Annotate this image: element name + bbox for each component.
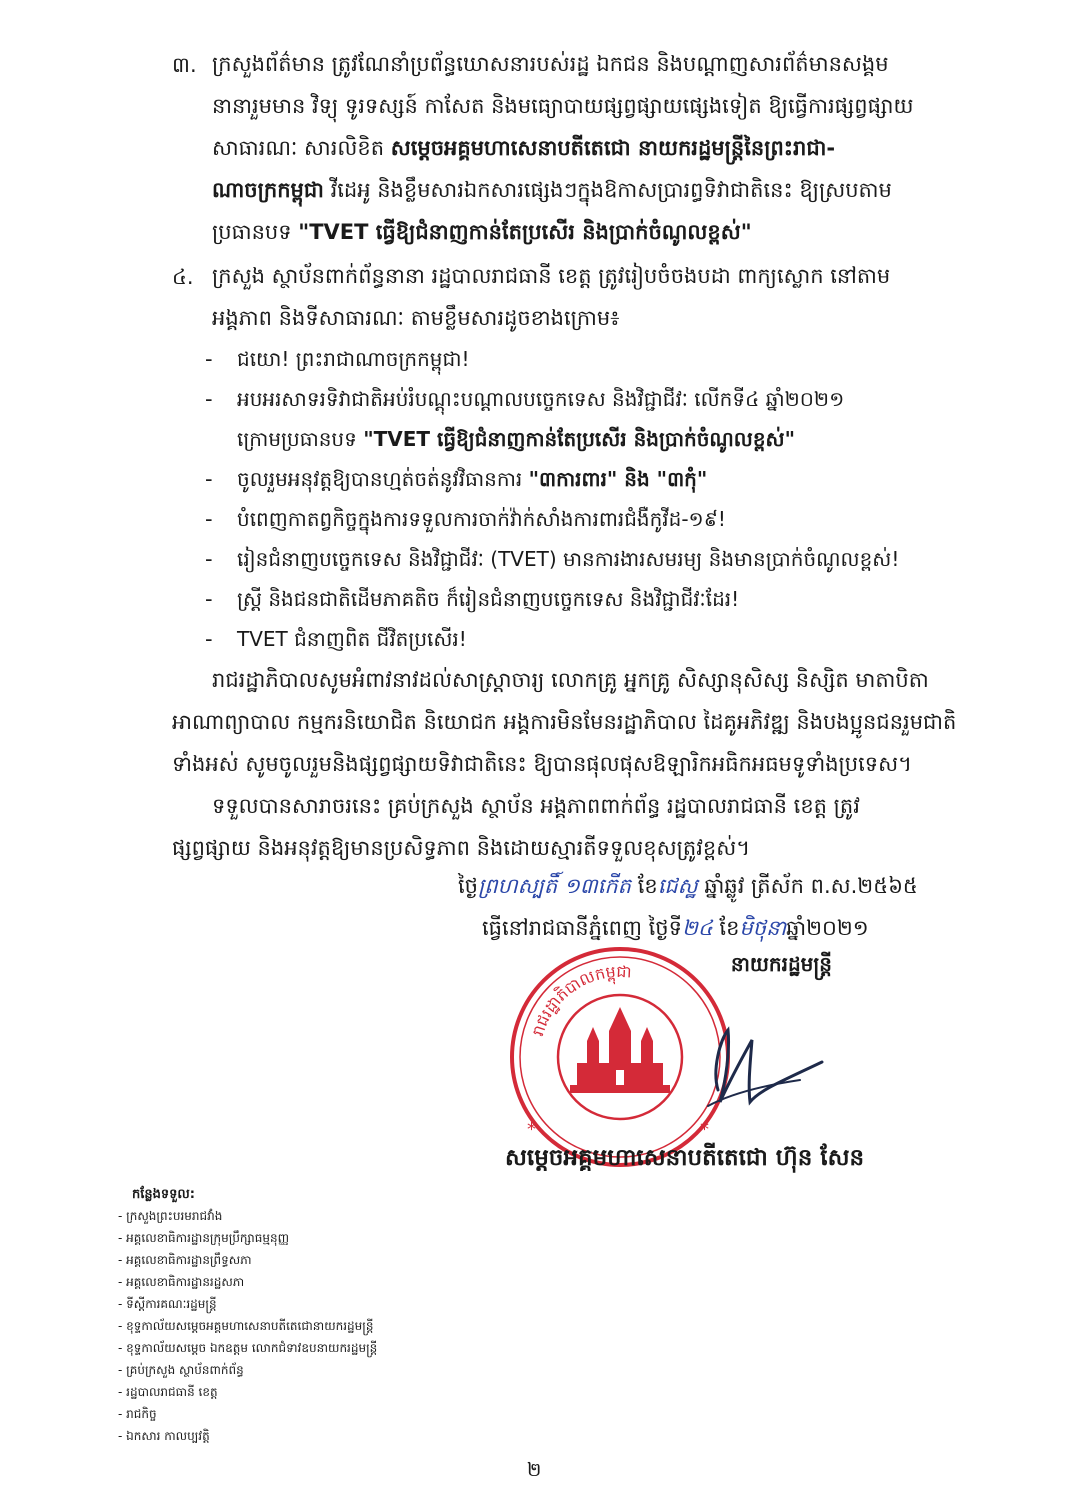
lunar-date-prefix: ថ្ងៃ [458, 874, 478, 898]
lunar-date-suffix: ឆ្នាំឆ្លូវ ត្រីស័ក ព.ស.២៥៦៥ [704, 874, 918, 898]
bullet-dash: - [205, 547, 213, 571]
section-4-line-2: អង្គភាព និងទីសាធារណៈ តាមខ្លឹមសារដូចខាងក្រោម៖ [212, 306, 620, 330]
distribution-item: - អគ្គលេខាធិការដ្ឋានព្រឹទ្ធសភា [118, 1253, 252, 1267]
bullet-dash: - [205, 587, 213, 611]
signatory-name: សម្តេចអគ្គមហាសេនាបតីតេជោ ហ៊ុន សែន [505, 1145, 865, 1171]
bullet-dash: - [205, 507, 213, 531]
temple-emblem [570, 1007, 670, 1093]
distribution-item: - ទីស្តីការគណៈរដ្ឋមន្ត្រី [118, 1297, 217, 1311]
bullet-text: ជយោ! ព្រះរាជាណាចក្រកម្ពុជា! [237, 347, 470, 371]
distribution-item: - អគ្គលេខាធិការដ្ឋានរដ្ឋសភា [118, 1275, 245, 1289]
bullet-text-part: ចូលរួមអនុវត្តឱ្យបានហ្មត់ចត់នូវវិធានការ [237, 467, 523, 491]
solar-date-prefix: ធ្វើនៅរាជធានីភ្នំពេញ ថ្ងៃទី [482, 916, 682, 940]
svg-text:*: * [527, 1119, 536, 1140]
bullet-text: បំពេញកាតព្វកិច្ចក្នុងការទទួលការចាក់វ៉ាក់សាំងការពារជំងឺកូវីដ-១៩! [237, 507, 726, 531]
lunar-month-label: ខែ [637, 874, 658, 898]
stamp-text: រាជរដ្ឋាភិបាលកម្ពុជា [528, 961, 633, 1039]
closing-p2-line-1: ទទួលបានសារាចរនេះ គ្រប់ក្រសួង ស្ថាប័ន អង្គភាពពាក់ព័ន្ធ រដ្ឋបាលរាជធានី ខេត្ត ត្រូវ [212, 794, 860, 818]
section-4-line-1: ក្រសួង ស្ថាប័នពាក់ព័ន្ធនានា រដ្ឋបាលរាជធានី ខេត្ត ត្រូវរៀបចំចងបដា ពាក្យស្លោក នៅតាម [212, 264, 891, 288]
svg-text:*: * [700, 1119, 709, 1140]
section-3-line-3 [212, 128, 835, 168]
bullet-text-part: ក្រោមប្រធានបទ [237, 427, 357, 451]
section-3-line-5 [212, 212, 752, 252]
signatory-title: នាយករដ្ឋមន្ត្រី [730, 952, 832, 976]
section-3-bold-name-2: ណាចក្រកម្ពុជា [212, 178, 324, 202]
distribution-item: - អគ្គលេខាធិការដ្ឋានក្រុមប្រឹក្សាធម្មនុញ្ញ [118, 1231, 290, 1245]
section-3-line-1: ក្រសួងព័ត៌មាន ត្រូវណែនាំប្រព័ន្ធឃោសនារបស់រដ្ឋ ឯកជន និងបណ្តាញសារព័ត៌មានសង្គម [212, 52, 889, 76]
bullet-text [237, 460, 707, 498]
bullet-text: TVET ជំនាញពិត ជីវិតប្រសើរ! [237, 627, 467, 651]
section-3-number: ៣. [172, 53, 197, 77]
bullet-text [237, 420, 795, 458]
bullet-dash: - [205, 467, 213, 491]
section-3-line-5-text: ប្រធានបទ [212, 220, 292, 244]
section-3-line-4-text: វីដេអូ និងខ្លឹមសារឯកសារផ្សេងៗក្នុងឱកាសប្រារព្ធទិវាជាតិនេះ ឱ្យស្របតាម [330, 178, 892, 202]
solar-date [482, 908, 869, 948]
distribution-item: - គ្រប់ក្រសួង ស្ថាប័នពាក់ព័ន្ធ [118, 1363, 244, 1377]
solar-date-suffix: ឆ្នាំ២០២១ [786, 916, 869, 940]
bullet-dash: - [205, 627, 213, 651]
distribution-title: កន្លែងទទួល: [132, 1187, 195, 1202]
section-3-line-4 [212, 170, 892, 210]
bullet-bold-part: "៣ការពារ" និង "៣កុំ" [528, 467, 708, 491]
section-3-line-3-text: សាធារណៈ សារលិខិត [212, 136, 385, 160]
bullet-bold-part: "TVET ធ្វើឱ្យជំនាញកាន់តែប្រសើរ និងប្រាក់ចំណូលខ្ពស់" [363, 427, 796, 451]
distribution-item: - ខុទ្ទកាល័យសម្តេច ឯកឧត្តម លោកជំទាវឧបនាយករដ្ឋមន្ត្រី [118, 1341, 378, 1355]
bullet-dash: - [205, 387, 213, 411]
closing-p1-line-2: អាណាព្យាបាល កម្មករនិយោជិត និយោជក អង្គការមិនមែនរដ្ឋាភិបាល ដៃគូអភិវឌ្ឍ និងបងប្អូនជនរួមជាតិ [172, 710, 957, 734]
solar-month-label: ខែ [719, 916, 740, 940]
distribution-item: - ឯកសារ កាលប្បវត្តិ [118, 1429, 210, 1443]
section-3-theme: "TVET ធ្វើឱ្យជំនាញកាន់តែប្រសើរ និងប្រាក់ចំណូលខ្ពស់" [298, 220, 752, 244]
bullet-dash: - [205, 347, 213, 371]
closing-p2-line-2: ផ្សព្វផ្សាយ និងអនុវត្តឱ្យមានប្រសិទ្ធភាព និងដោយស្មារតីទទួលខុសត្រូវខ្ពស់។ [172, 836, 751, 860]
closing-p1-line-1: រាជរដ្ឋាភិបាលសូមអំពាវនាវដល់សាស្ត្រាចារ្យ លោកគ្រូ អ្នកគ្រូ សិស្សានុសិស្ស និស្សិត មាតាបិតា [212, 668, 929, 692]
solar-day-handwritten: ២៤ [681, 916, 713, 940]
distribution-item: - រាជកិច្ច [118, 1407, 157, 1421]
distribution-item: - រដ្ឋបាលរាជធានី ខេត្ត [118, 1385, 218, 1399]
bullet-text: រៀនជំនាញបច្ចេកទេស និងវិជ្ជាជីវៈ (TVET) មានការងារសមរម្យ និងមានប្រាក់ចំណូលខ្ពស់! [237, 547, 900, 571]
lunar-date [458, 866, 918, 906]
lunar-date-handwritten: ព្រហស្បតិ៍ ១៣កើត [478, 874, 631, 898]
section-3-line-2: នានារួមមាន វិទ្យុ ទូរទស្សន៍ កាសែត និងមធ្យោបាយផ្សព្វផ្សាយផ្សេងទៀត ឱ្យធ្វើការផ្សព្វផ្សាយ [212, 94, 914, 118]
distribution-item: - ក្រសួងព្រះបរមរាជវាំង [118, 1209, 223, 1223]
closing-p1-line-3: ទាំងអស់ សូមចូលរួមនិងផ្សព្វផ្សាយទិវាជាតិនេះ ឱ្យបានផុលផុសឱឡារិកអធិកអធមទូទាំងប្រទេស។ [172, 752, 912, 776]
page-number: ២ [527, 1459, 542, 1481]
lunar-month-handwritten: ជេស្ឋ [657, 874, 698, 898]
section-3-bold-name-1: សម្តេចអគ្គមហាសេនាបតីតេជោ នាយករដ្ឋមន្ត្រីនៃព្រះរាជា- [390, 136, 836, 160]
distribution-item: - ខុទ្ទកាល័យសម្តេចអគ្គមហាសេនាបតីតេជោនាយករដ្ឋមន្ត្រី [118, 1319, 374, 1333]
solar-month-handwritten: មិថុនា [739, 916, 787, 940]
handwritten-signature [690, 1010, 830, 1120]
bullet-text: អបអរសាទរទិវាជាតិអប់រំបណ្តុះបណ្តាលបច្ចេកទេស និងវិជ្ជាជីវៈ លើកទី៤ ឆ្នាំ២០២១ [237, 387, 845, 411]
bullet-text: ស្ត្រី និងជនជាតិដើមភាគតិច ក៏រៀនជំនាញបច្ចេកទេស និងវិជ្ជាជីវៈដែរ! [237, 587, 740, 611]
section-4-number: ៤. [172, 265, 194, 289]
